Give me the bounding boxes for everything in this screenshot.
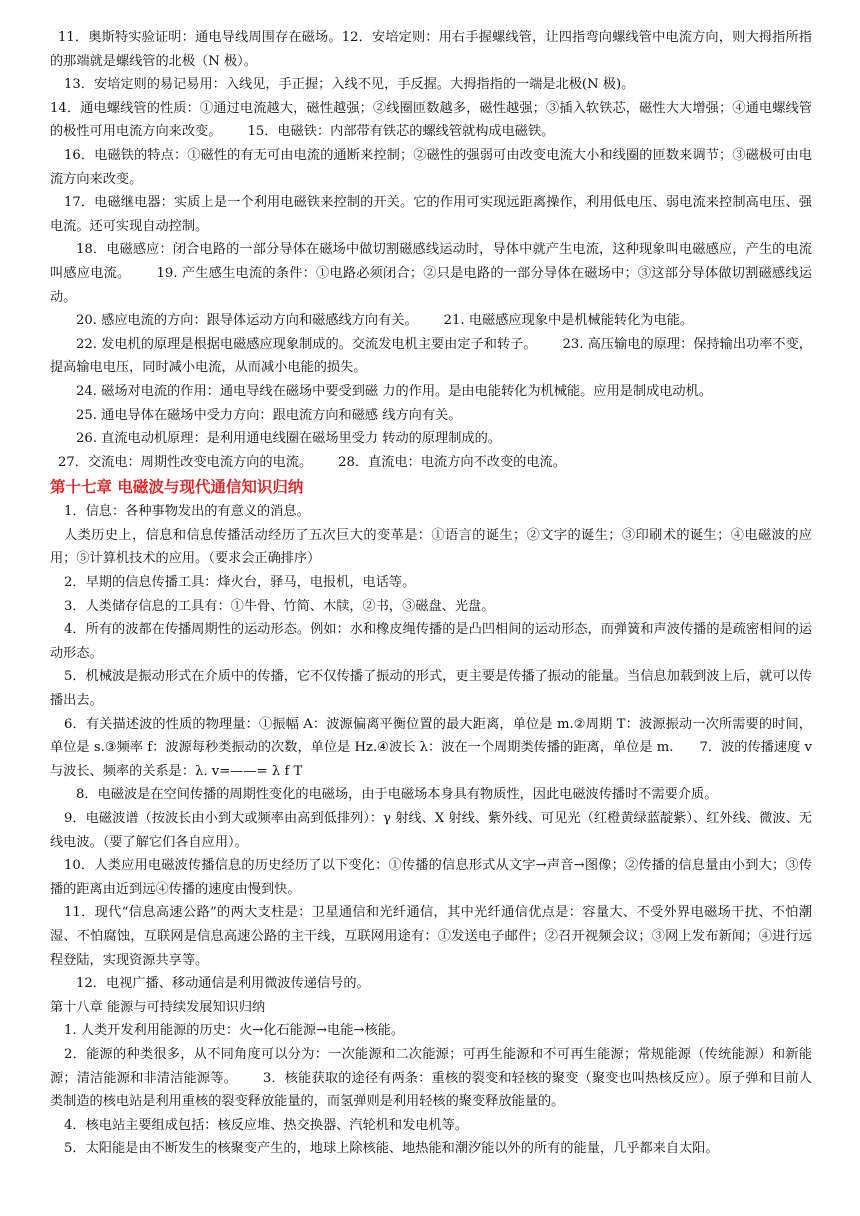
ch18-item-1: 1. 人类开发利用能源的历史：火→化石能源→电能→核能。	[64, 1023, 405, 1039]
paragraph-18-19	[50, 238, 812, 309]
ch17-paragraph-5	[50, 665, 812, 712]
item-16: 16．电磁铁的特点：①磁性的有无可由电流的通断来控制；②磁性的强弱可由改变电流大小和线圈的匝数来调节；③磁极可由电流方向来改变。	[50, 147, 812, 187]
ch17-paragraph-12	[50, 972, 812, 996]
item-25: 25. 通电导体在磁场中受力方向：跟电流方向和磁感 线方向有关。	[76, 407, 462, 423]
ch18-paragraph-5	[50, 1137, 812, 1161]
ch18-item-3: 3．核能获取的途径有两条：重核的裂变和轻核的聚变（聚变也叫热核反应）。原子弹和目前人类制造的核电站是利用重核的裂变释放能量的，而氢弹则是利用轻核的聚变释放能量的。	[50, 1070, 812, 1110]
paragraph-17	[50, 191, 812, 238]
ch17-paragraph-3	[50, 595, 812, 619]
paragraph-20-21	[50, 309, 812, 333]
ch17-item-7: 7．波的传播速度 v 与波长、频率的关系是：λ. v=——= λ f T	[50, 740, 812, 779]
paragraph-24	[50, 380, 812, 404]
ch17-item-1: 1．信息：各种事物发出的有意义的消息。	[64, 504, 310, 520]
ch18-paragraph-1	[50, 1019, 812, 1043]
chapter-18-title: 第十八章 能源与可持续发展知识归纳	[50, 999, 266, 1015]
paragraph-16	[50, 144, 812, 191]
ch18-item-4: 4．核电站主要组成包括：核反应堆、热交换器、汽轮机和发电机等。	[64, 1117, 469, 1133]
ch17-paragraph-10	[50, 854, 812, 901]
item-26: 26. 直流电动机原理：是利用通电线圈在磁场里受力 转动的原理制成的。	[76, 431, 501, 447]
chapter-17-title: 第十七章 电磁波与现代通信知识归纳	[50, 478, 304, 497]
item-15: 15．电磁铁：内部带有铁芯的螺线管就构成电磁铁。	[247, 124, 555, 140]
ch17-item-9: 9．电磁波谱（按波长由小到大或频率由高到低排列）：γ 射线、X 射线、紫外线、可见光（红橙黄绿蓝靛紫）、红外线、微波、无线电波。（要了解它们各自应用）。	[50, 811, 812, 850]
item-18: 18．电磁感应：闭合电路的一部分导体在磁场中做切割磁感线运动时，导体中就产生电流，这种现象叫电磁感应，产生的电流叫感应电流。	[50, 242, 812, 281]
ch17-paragraph-11	[50, 901, 812, 972]
item-17: 17．电磁继电器：实质上是一个利用电磁铁来控制的开关。它的作用可实现远距离操作，利用低电压、弱电流来控制高电压、强电流。还可实现自动控制。	[50, 195, 812, 234]
item-14: 14．通电螺线管的性质：①通过电流越大，磁性越强；②线圈匝数越多，磁性越强；③插入软铁芯，磁性大大增强；④通电螺线管的极性可用电流方向来改变。	[50, 100, 812, 140]
ch17-item-2: 2．早期的信息传播工具：烽火台，驿马，电报机，电话等。	[64, 575, 416, 591]
ch17-paragraph-history	[50, 524, 812, 571]
item-22: 22. 发电机的原理是根据电磁感应现象制成的。交流发电机主要由定子和转子。	[76, 336, 537, 352]
ch17-item-10: 10．人类应用电磁波传播信息的历史经历了以下变化：①传播的信息形式从文字→声音→图像；②传播的信息量由小到大；③传播的距离由近到远④传播的速度由慢到快。	[50, 858, 812, 897]
ch18-paragraph-4	[50, 1114, 812, 1138]
item-13: 13．安培定则的易记易用：入线见，手正握；入线不见，手反握。大拇指指的一端是北极(N 极)。	[64, 77, 635, 93]
ch17-paragraph-9	[50, 807, 812, 854]
item-21: 21. 电磁感应现象中是机械能转化为电能。	[443, 313, 694, 329]
item-24: 24. 磁场对电流的作用：通电导线在磁场中要受到磁 力的作用。是由电能转化为机械能。应用是制成电动机。	[76, 383, 712, 399]
paragraph-14-15	[50, 97, 812, 144]
ch17-item-history: 人类历史上，信息和信息传播活动经历了五次巨大的变革是：①语言的诞生；②文字的诞生；③印刷术的诞生；④电磁波的应用；⑤计算机技术的应用。（要求会正确排序）	[50, 527, 812, 567]
paragraph-22-23	[50, 333, 812, 380]
ch17-item-11: 11．现代“信息高速公路”的两大支柱是：卫星通信和光纤通信，其中光纤通信优点是：容量大、不受外界电磁场干扰、不怕潮湿、不怕腐蚀，互联网是信息高速公路的主干线，互联网用途有：①发送电子邮件；②召开视频会议；③网上发布新闻；④进行远程登陆，实现资源共享等。	[50, 905, 812, 968]
paragraph-27-28	[50, 451, 812, 475]
ch17-paragraph-2	[50, 571, 812, 595]
ch17-paragraph-4	[50, 618, 812, 665]
paragraph-25	[50, 404, 812, 428]
ch17-item-6: 6．有关描述波的性质的物理量：①振幅 A：波源偏离平衡位置的最大距离，单位是 m.②周期 T：波源振动一次所需要的时间，单位是 s.③频率 f：波源每秒类振动的次数，单位是 Hz.④波长 λ：波在一个周期类传播的距离，单位是 m.	[50, 716, 812, 756]
ch17-paragraph-1	[50, 500, 812, 524]
ch17-item-3: 3．人类储存信息的工具有：①牛骨、竹简、木牍，②书，③磁盘、光盘。	[64, 598, 495, 614]
item-28: 28．直流电：电流方向不改变的电流。	[338, 454, 566, 470]
ch18-item-2: 2．能源的种类很多，从不同角度可以分为：一次能源和二次能源；可再生能源和不可再生能源；常规能源（传统能源）和新能源；清洁能源和非清洁能源等。	[50, 1046, 812, 1086]
ch17-item-8: 8．电磁波是在空间传播的周期性变化的电磁场，由于电磁场本身具有物质性，因此电磁波传播时不需要介质。	[76, 787, 718, 803]
item-23: 23. 高压输电的原理：保持输出功率不变，提高输电电压，同时减小电流，从而减小电能的损失。	[50, 336, 812, 376]
item-11-12: 11．奥斯特实验证明：通电导线周围存在磁场。12．安培定则：用右手握螺线管，让四指弯向螺线管中电流方向，则大拇指所指的那端就是螺线管的北极（N 极）。	[50, 30, 812, 69]
item-19: 19. 产生感生电流的条件：①电路必须闭合；②只是电路的一部分导体在磁场中；③这部分导体做切割磁感线运动。	[50, 265, 813, 305]
ch17-item-4: 4．所有的波都在传播周期性的运动形态。例如：水和橡皮绳传播的是凸凹相间的运动形态，而弹簧和声波传播的是疏密相间的运动形态。	[50, 622, 812, 661]
paragraph-13	[50, 73, 812, 97]
item-20: 20. 感应电流的方向：跟导体运动方向和磁感线方向有关。	[76, 313, 418, 329]
ch17-item-12: 12．电视广播、移动通信是利用微波传递信号的。	[76, 976, 370, 992]
ch18-paragraph-2-3	[50, 1043, 812, 1114]
ch17-paragraph-6-7	[50, 713, 812, 784]
paragraph-11-12	[50, 26, 812, 73]
ch17-paragraph-8	[50, 783, 812, 807]
paragraph-26	[50, 427, 812, 451]
item-27: 27．交流电：周期性改变电流方向的电流。	[58, 454, 313, 470]
ch17-item-5: 5．机械波是振动形式在介质中的传播，它不仅传播了振动的形式，更主要是传播了振动的能量。当信息加载到波上后，就可以传播出去。	[50, 669, 812, 709]
ch18-item-5: 5．太阳能是由不断发生的核聚变产生的，地球上除核能、地热能和潮汐能以外的所有的能量，几乎都来自太阳。	[64, 1141, 719, 1157]
